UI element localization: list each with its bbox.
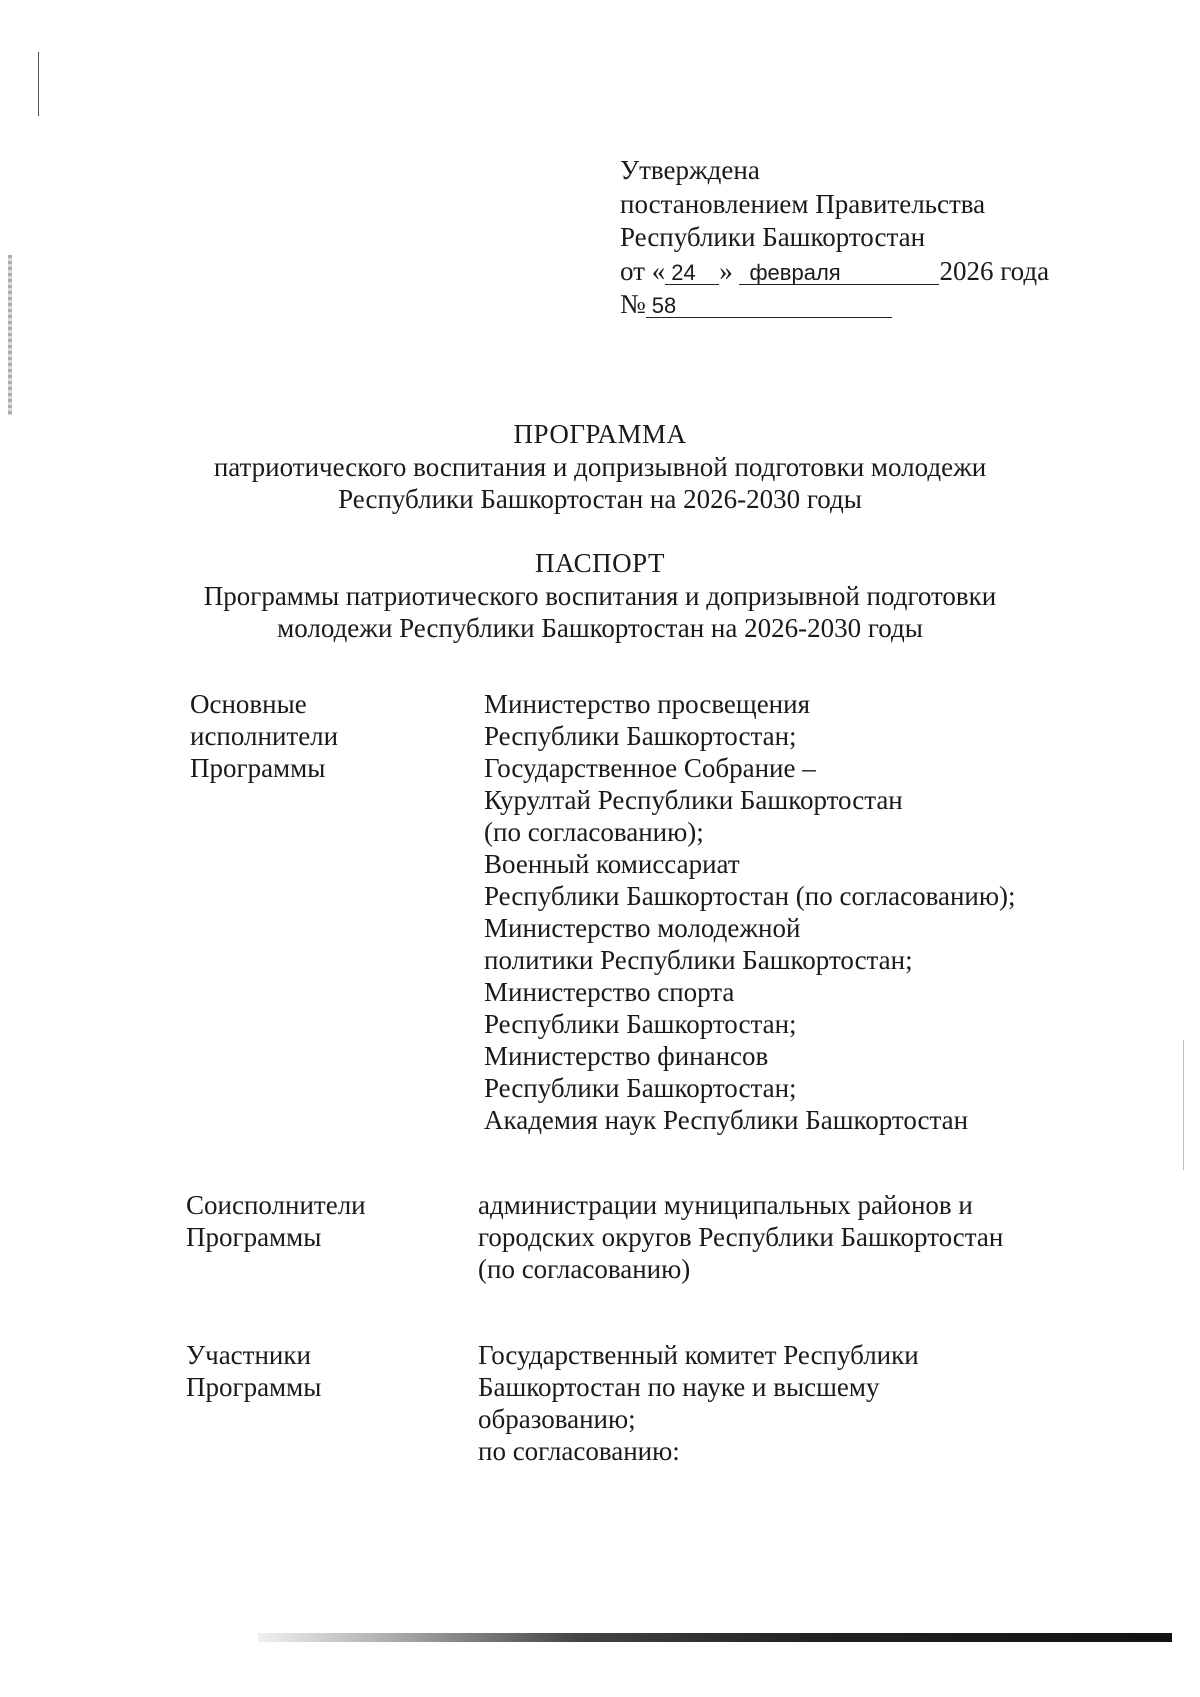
scan-artifact-right-line <box>1183 1040 1184 1170</box>
label-line: Программы <box>186 1372 322 1402</box>
value-line: Министерство молодежной <box>484 913 801 943</box>
approval-number-line <box>620 288 1049 322</box>
value-line: (по согласованию); <box>484 817 704 847</box>
value-line: образованию; <box>478 1404 636 1434</box>
value-line: Государственный комитет Республики <box>478 1340 919 1370</box>
passport-heading: ПАСПОРТ <box>535 548 665 578</box>
value-line: по согласованию: <box>478 1436 680 1466</box>
value-line: Министерство просвещения <box>484 689 810 719</box>
value-line: Министерство спорта <box>484 977 735 1007</box>
value-line: Академия наук Республики Башкортостан <box>484 1105 969 1135</box>
section-value-co-executors <box>478 1189 1003 1285</box>
page-bottom-rule <box>258 1633 1172 1642</box>
value-line: (по согласованию) <box>478 1254 691 1284</box>
section-label-main-executors <box>190 688 338 784</box>
section-value-main-executors <box>484 688 1016 1136</box>
label-line: Программы <box>186 1222 322 1252</box>
program-title <box>0 418 1200 515</box>
date-day: 24 <box>665 262 719 285</box>
value-line: Республики Башкортостан; <box>484 1009 797 1039</box>
date-month: февраля <box>739 262 939 285</box>
label-line: Соисполнители <box>186 1190 366 1220</box>
label-line: Программы <box>190 753 326 783</box>
label-line: Основные <box>190 689 307 719</box>
approval-line-2: постановлением Правительства <box>620 188 986 219</box>
approval-date-line <box>620 255 1049 289</box>
passport-subtitle-1: Программы патриотического воспитания и допризывной подготовки <box>203 581 997 611</box>
value-line: Республики Башкортостан (по согласованию); <box>484 881 1016 911</box>
program-subtitle-2: Республики Башкортостан на 2026-2030 годы <box>338 484 862 514</box>
document-number: 58 <box>646 295 892 318</box>
approval-line-3: Республики Башкортостан <box>620 222 926 252</box>
value-line: городских округов Республики Башкортостан <box>478 1222 1004 1252</box>
program-heading: ПРОГРАММА <box>513 419 687 449</box>
number-prefix: № <box>620 289 646 319</box>
value-line: Курултай Республики Башкортостан <box>484 785 903 815</box>
value-line: Военный комиссариат <box>484 849 740 879</box>
date-mid: » <box>719 255 733 286</box>
value-line: Республики Башкортостан; <box>484 1073 797 1103</box>
date-year: 2026 года <box>939 255 1050 286</box>
value-line: Башкортостан по науке и высшему <box>478 1372 880 1402</box>
passport-subtitle-2: молодежи Республики Башкортостан на 2026-2030 годы <box>277 613 923 643</box>
date-prefix: от « <box>620 255 666 286</box>
value-line: Министерство финансов <box>484 1041 769 1071</box>
section-label-participants <box>186 1339 321 1403</box>
program-subtitle-1: патриотического воспитания и допризывной подготовки молодежи <box>213 452 987 482</box>
approval-line-1: Утверждена <box>620 155 760 185</box>
value-line: Государственное Собрание – <box>484 753 816 783</box>
label-line: Участники <box>186 1340 311 1370</box>
scan-artifact-left-line <box>38 52 39 116</box>
section-label-co-executors <box>186 1189 366 1253</box>
section-value-participants <box>478 1339 919 1467</box>
value-line: политики Республики Башкортостан; <box>484 945 913 975</box>
value-line: администрации муниципальных районов и <box>478 1190 973 1220</box>
scan-artifact-edge-strip <box>8 255 12 415</box>
value-line: Республики Башкортостан; <box>484 721 797 751</box>
passport-title <box>0 547 1200 644</box>
label-line: исполнители <box>190 721 339 751</box>
approval-block <box>620 154 1049 322</box>
